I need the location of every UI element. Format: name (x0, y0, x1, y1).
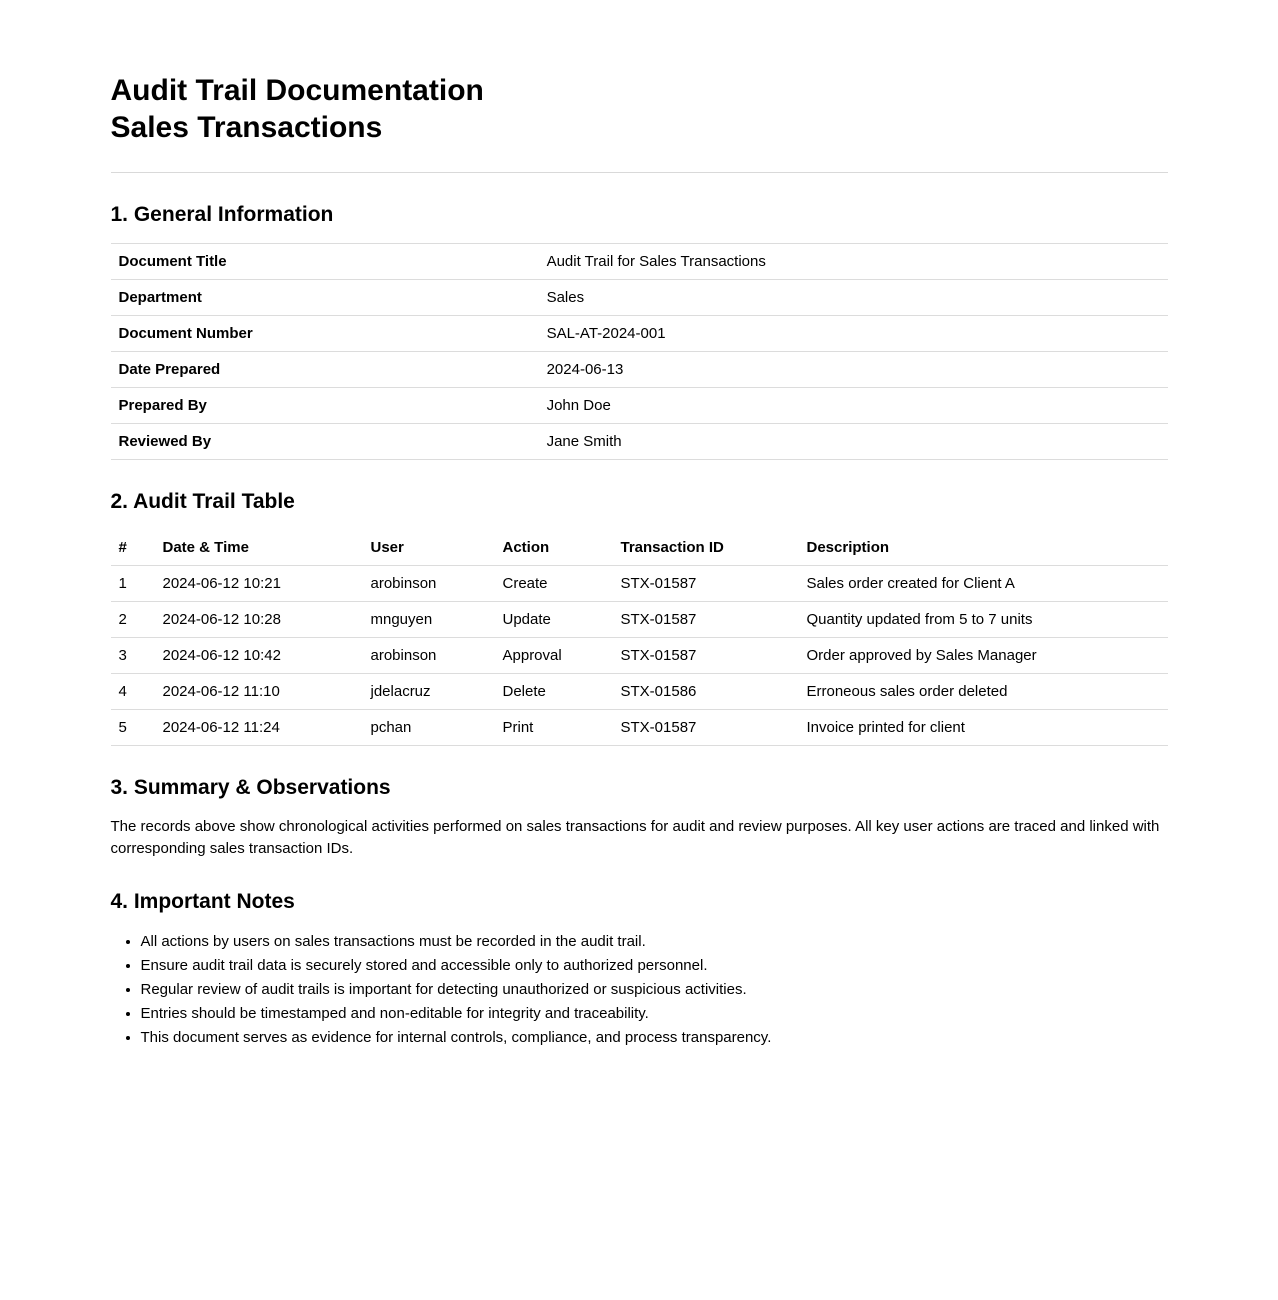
table-cell: 1 (118, 575, 127, 593)
note-item: • Entries should be timestamped and non-editable for integrity and traceability. (141, 1002, 1168, 1026)
table-cell: 4 (118, 683, 127, 701)
page-title (111, 72, 1168, 146)
table-cell: Print (502, 719, 534, 737)
table-cell: Reviewed By (118, 433, 212, 451)
note-item: • All actions by users on sales transactions must be recorded in the audit trail. (141, 930, 1168, 954)
table-row (111, 244, 1168, 280)
table-row (111, 602, 1168, 638)
table-cell: Order approved by Sales Manager (806, 647, 1037, 665)
table-row (111, 424, 1168, 460)
page-title-line1: Audit Trail Documentation (110, 74, 484, 107)
table-cell: pchan (370, 719, 412, 737)
table-cell: Document Title (118, 253, 227, 271)
table-cell: arobinson (370, 647, 437, 665)
document-page (111, 0, 1168, 1130)
column-header-description: Description (806, 539, 890, 557)
general-info-heading: 1. General Information (110, 203, 334, 227)
table-cell: Document Number (118, 325, 253, 343)
audit-trail-heading: 2. Audit Trail Table (110, 490, 295, 514)
table-cell: 2024-06-12 10:28 (162, 611, 281, 629)
table-cell: Department (118, 289, 202, 307)
section-summary-observations (111, 776, 1168, 860)
page-title-line2: Sales Transactions (110, 111, 383, 145)
table-row (111, 710, 1168, 746)
table-cell: Audit Trail for Sales Transactions (546, 253, 766, 271)
note-item: • Regular review of audit trails is important for detecting unauthorized or suspicious activities. (141, 978, 1168, 1002)
table-cell: Jane Smith (546, 433, 622, 451)
table-cell: 2024-06-12 10:42 (162, 647, 281, 665)
table-cell: Approval (502, 647, 562, 665)
section-general-information (111, 203, 1168, 460)
note-item: • This document serves as evidence for internal controls, compliance, and process transparency. (141, 1026, 1168, 1050)
table-row (111, 674, 1168, 710)
notes-list (111, 930, 1168, 1050)
table-cell: 2024-06-12 11:10 (162, 683, 280, 701)
table-row (111, 316, 1168, 352)
summary-heading: 3. Summary & Observations (110, 776, 391, 800)
table-row (111, 638, 1168, 674)
table-cell: STX-01586 (620, 683, 697, 701)
table-cell: Delete (502, 683, 546, 701)
table-cell: Date Prepared (118, 361, 221, 379)
column-header-number: # (118, 539, 127, 557)
table-cell: 3 (118, 647, 127, 665)
audit-trail-table-body (111, 566, 1168, 746)
note-item: • Ensure audit trail data is securely stored and accessible only to authorized personnel. (141, 954, 1168, 978)
audit-trail-table (111, 530, 1168, 746)
section-audit-trail-table (111, 490, 1168, 746)
general-info-table-body (111, 244, 1168, 460)
table-cell: Quantity updated from 5 to 7 units (806, 611, 1033, 629)
table-cell: STX-01587 (620, 611, 697, 629)
summary-paragraph: The records above show chronological activities performed on sales transactions for audit and review purposes. All key user actions are traced and linked with corresponding sales transaction IDs. (110, 818, 1160, 858)
table-cell: SAL-AT-2024-001 (546, 325, 666, 343)
column-header-action: Action (502, 539, 550, 557)
table-cell: John Doe (546, 397, 611, 415)
table-cell: 2024-06-13 (546, 361, 624, 379)
table-cell: 2024-06-12 11:24 (162, 719, 280, 737)
table-cell: Update (502, 611, 551, 629)
column-header-date-time: Date & Time (162, 539, 249, 557)
table-cell: STX-01587 (620, 719, 697, 737)
column-header-user: User (370, 539, 404, 557)
table-header-row (111, 530, 1168, 566)
table-cell: 5 (118, 719, 127, 737)
table-row (111, 352, 1168, 388)
table-cell: Invoice printed for client (806, 719, 965, 737)
table-cell: Sales (546, 289, 585, 307)
audit-trail-table-header (111, 530, 1168, 566)
notes-heading: 4. Important Notes (110, 889, 295, 913)
section-important-notes (111, 890, 1168, 1050)
general-info-table (111, 243, 1168, 460)
title-divider (111, 172, 1168, 173)
column-header-transaction-id: Transaction ID (620, 539, 724, 557)
table-cell: Sales order created for Client A (806, 575, 1015, 593)
table-cell: mnguyen (370, 611, 433, 629)
table-cell: STX-01587 (620, 575, 697, 593)
table-row (111, 388, 1168, 424)
table-cell: arobinson (370, 575, 437, 593)
table-row (111, 566, 1168, 602)
table-cell: 2 (118, 611, 127, 629)
table-cell: STX-01587 (620, 647, 697, 665)
table-cell: jdelacruz (370, 683, 431, 701)
table-cell: Prepared By (118, 397, 207, 415)
table-cell: Erroneous sales order deleted (806, 683, 1008, 701)
table-row (111, 280, 1168, 316)
table-cell: 2024-06-12 10:21 (162, 575, 281, 593)
table-cell: Create (502, 575, 548, 593)
